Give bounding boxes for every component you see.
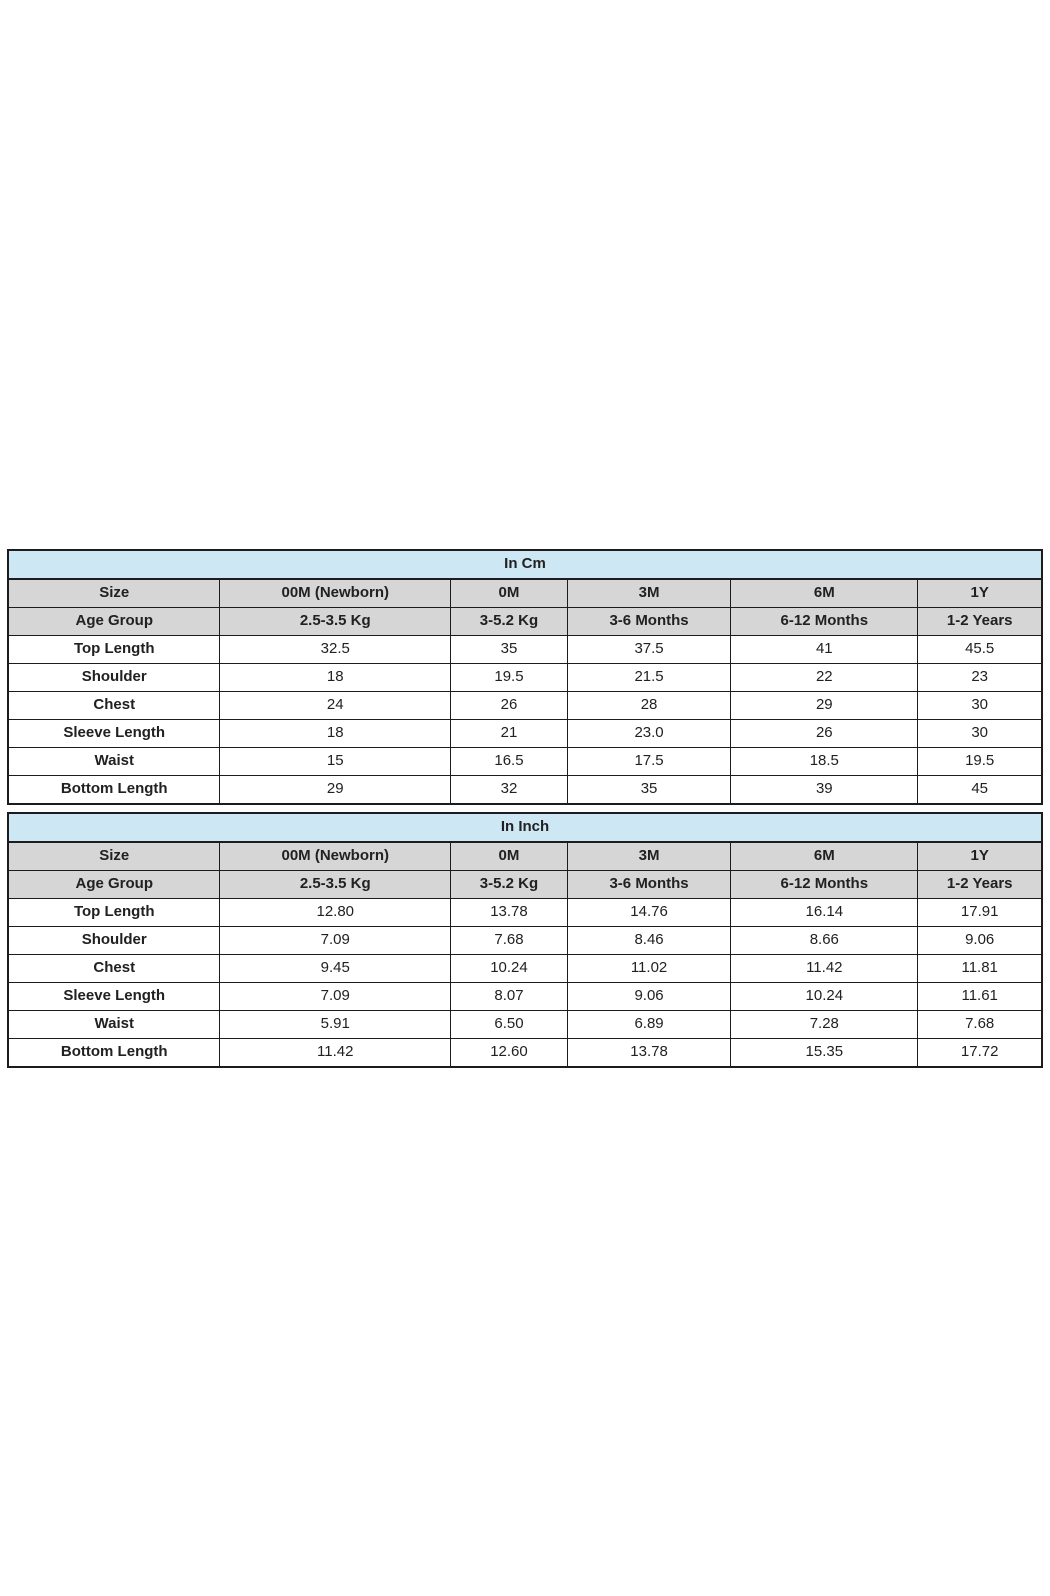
measure-value: 7.68 bbox=[451, 927, 568, 955]
measure-value: 28 bbox=[567, 692, 730, 720]
header-label: Age Group bbox=[8, 608, 220, 636]
measure-value: 6.50 bbox=[451, 1011, 568, 1039]
header-cell: 00M (Newborn) bbox=[220, 579, 451, 608]
measure-label: Top Length bbox=[8, 899, 220, 927]
measure-value: 9.06 bbox=[567, 983, 730, 1011]
measure-value: 11.42 bbox=[220, 1039, 451, 1068]
size-table-cm bbox=[7, 549, 1043, 805]
header-row bbox=[8, 871, 1042, 899]
measure-label: Waist bbox=[8, 748, 220, 776]
measure-value: 10.24 bbox=[731, 983, 918, 1011]
header-cell: 00M (Newborn) bbox=[220, 842, 451, 871]
measure-value: 11.81 bbox=[918, 955, 1042, 983]
measure-value: 21.5 bbox=[567, 664, 730, 692]
measure-value: 8.07 bbox=[451, 983, 568, 1011]
measure-value: 17.5 bbox=[567, 748, 730, 776]
header-cell: 1-2 Years bbox=[918, 871, 1042, 899]
table-row bbox=[8, 636, 1042, 664]
table-title-row bbox=[8, 550, 1042, 579]
header-row bbox=[8, 579, 1042, 608]
table-row bbox=[8, 664, 1042, 692]
header-cell: 1Y bbox=[918, 579, 1042, 608]
measure-label: Chest bbox=[8, 955, 220, 983]
measure-value: 35 bbox=[567, 776, 730, 805]
header-cell: 3-6 Months bbox=[567, 608, 730, 636]
header-cell: 2.5-3.5 Kg bbox=[220, 608, 451, 636]
measure-value: 16.5 bbox=[451, 748, 568, 776]
table-row bbox=[8, 1039, 1042, 1068]
table-row bbox=[8, 748, 1042, 776]
measure-value: 6.89 bbox=[567, 1011, 730, 1039]
measure-value: 7.28 bbox=[731, 1011, 918, 1039]
header-cell: 1Y bbox=[918, 842, 1042, 871]
measure-value: 41 bbox=[731, 636, 918, 664]
measure-value: 15.35 bbox=[731, 1039, 918, 1068]
measure-value: 37.5 bbox=[567, 636, 730, 664]
measure-value: 5.91 bbox=[220, 1011, 451, 1039]
header-cell: 3-5.2 Kg bbox=[451, 871, 568, 899]
table-row bbox=[8, 776, 1042, 805]
measure-value: 30 bbox=[918, 720, 1042, 748]
measure-value: 16.14 bbox=[731, 899, 918, 927]
measure-value: 23.0 bbox=[567, 720, 730, 748]
measure-value: 11.42 bbox=[731, 955, 918, 983]
measure-value: 15 bbox=[220, 748, 451, 776]
measure-value: 45 bbox=[918, 776, 1042, 805]
table-row bbox=[8, 983, 1042, 1011]
header-label: Age Group bbox=[8, 871, 220, 899]
header-cell: 6M bbox=[731, 842, 918, 871]
measure-value: 39 bbox=[731, 776, 918, 805]
table-row bbox=[8, 899, 1042, 927]
header-cell: 6-12 Months bbox=[731, 871, 918, 899]
header-cell: 6-12 Months bbox=[731, 608, 918, 636]
measure-value: 9.06 bbox=[918, 927, 1042, 955]
measure-value: 11.61 bbox=[918, 983, 1042, 1011]
measure-value: 32 bbox=[451, 776, 568, 805]
header-label: Size bbox=[8, 579, 220, 608]
table-title: In Cm bbox=[8, 550, 1042, 579]
measure-label: Bottom Length bbox=[8, 1039, 220, 1068]
measure-value: 13.78 bbox=[451, 899, 568, 927]
measure-label: Bottom Length bbox=[8, 776, 220, 805]
header-label: Size bbox=[8, 842, 220, 871]
measure-value: 30 bbox=[918, 692, 1042, 720]
measure-value: 18.5 bbox=[731, 748, 918, 776]
measure-value: 23 bbox=[918, 664, 1042, 692]
measure-value: 7.09 bbox=[220, 983, 451, 1011]
header-cell: 6M bbox=[731, 579, 918, 608]
table-row bbox=[8, 927, 1042, 955]
measure-value: 26 bbox=[451, 692, 568, 720]
measure-label: Top Length bbox=[8, 636, 220, 664]
header-cell: 0M bbox=[451, 842, 568, 871]
measure-value: 9.45 bbox=[220, 955, 451, 983]
header-cell: 0M bbox=[451, 579, 568, 608]
measure-value: 19.5 bbox=[918, 748, 1042, 776]
measure-value: 17.91 bbox=[918, 899, 1042, 927]
measure-value: 13.78 bbox=[567, 1039, 730, 1068]
measure-value: 26 bbox=[731, 720, 918, 748]
measure-value: 10.24 bbox=[451, 955, 568, 983]
measure-value: 45.5 bbox=[918, 636, 1042, 664]
header-cell: 1-2 Years bbox=[918, 608, 1042, 636]
header-row bbox=[8, 842, 1042, 871]
measure-value: 22 bbox=[731, 664, 918, 692]
header-cell: 3-5.2 Kg bbox=[451, 608, 568, 636]
measure-value: 35 bbox=[451, 636, 568, 664]
header-cell: 2.5-3.5 Kg bbox=[220, 871, 451, 899]
measure-label: Shoulder bbox=[8, 927, 220, 955]
measure-value: 8.46 bbox=[567, 927, 730, 955]
measure-value: 17.72 bbox=[918, 1039, 1042, 1068]
header-cell: 3M bbox=[567, 842, 730, 871]
measure-value: 14.76 bbox=[567, 899, 730, 927]
size-table-inch-block bbox=[7, 812, 1043, 1068]
measure-label: Waist bbox=[8, 1011, 220, 1039]
header-cell: 3M bbox=[567, 579, 730, 608]
measure-value: 29 bbox=[220, 776, 451, 805]
measure-value: 18 bbox=[220, 720, 451, 748]
table-row bbox=[8, 720, 1042, 748]
measure-value: 8.66 bbox=[731, 927, 918, 955]
measure-label: Chest bbox=[8, 692, 220, 720]
measure-label: Shoulder bbox=[8, 664, 220, 692]
table-row bbox=[8, 955, 1042, 983]
measure-value: 24 bbox=[220, 692, 451, 720]
table-title-row bbox=[8, 813, 1042, 842]
measure-value: 12.80 bbox=[220, 899, 451, 927]
measure-value: 19.5 bbox=[451, 664, 568, 692]
header-cell: 3-6 Months bbox=[567, 871, 730, 899]
measure-value: 32.5 bbox=[220, 636, 451, 664]
measure-value: 12.60 bbox=[451, 1039, 568, 1068]
measure-value: 29 bbox=[731, 692, 918, 720]
measure-value: 21 bbox=[451, 720, 568, 748]
size-table-inch bbox=[7, 812, 1043, 1068]
measure-value: 7.68 bbox=[918, 1011, 1042, 1039]
measure-value: 11.02 bbox=[567, 955, 730, 983]
measure-label: Sleeve Length bbox=[8, 983, 220, 1011]
table-title: In Inch bbox=[8, 813, 1042, 842]
measure-label: Sleeve Length bbox=[8, 720, 220, 748]
measure-value: 18 bbox=[220, 664, 451, 692]
header-row bbox=[8, 608, 1042, 636]
table-row bbox=[8, 692, 1042, 720]
table-row bbox=[8, 1011, 1042, 1039]
measure-value: 7.09 bbox=[220, 927, 451, 955]
size-table-cm-block bbox=[7, 549, 1043, 805]
